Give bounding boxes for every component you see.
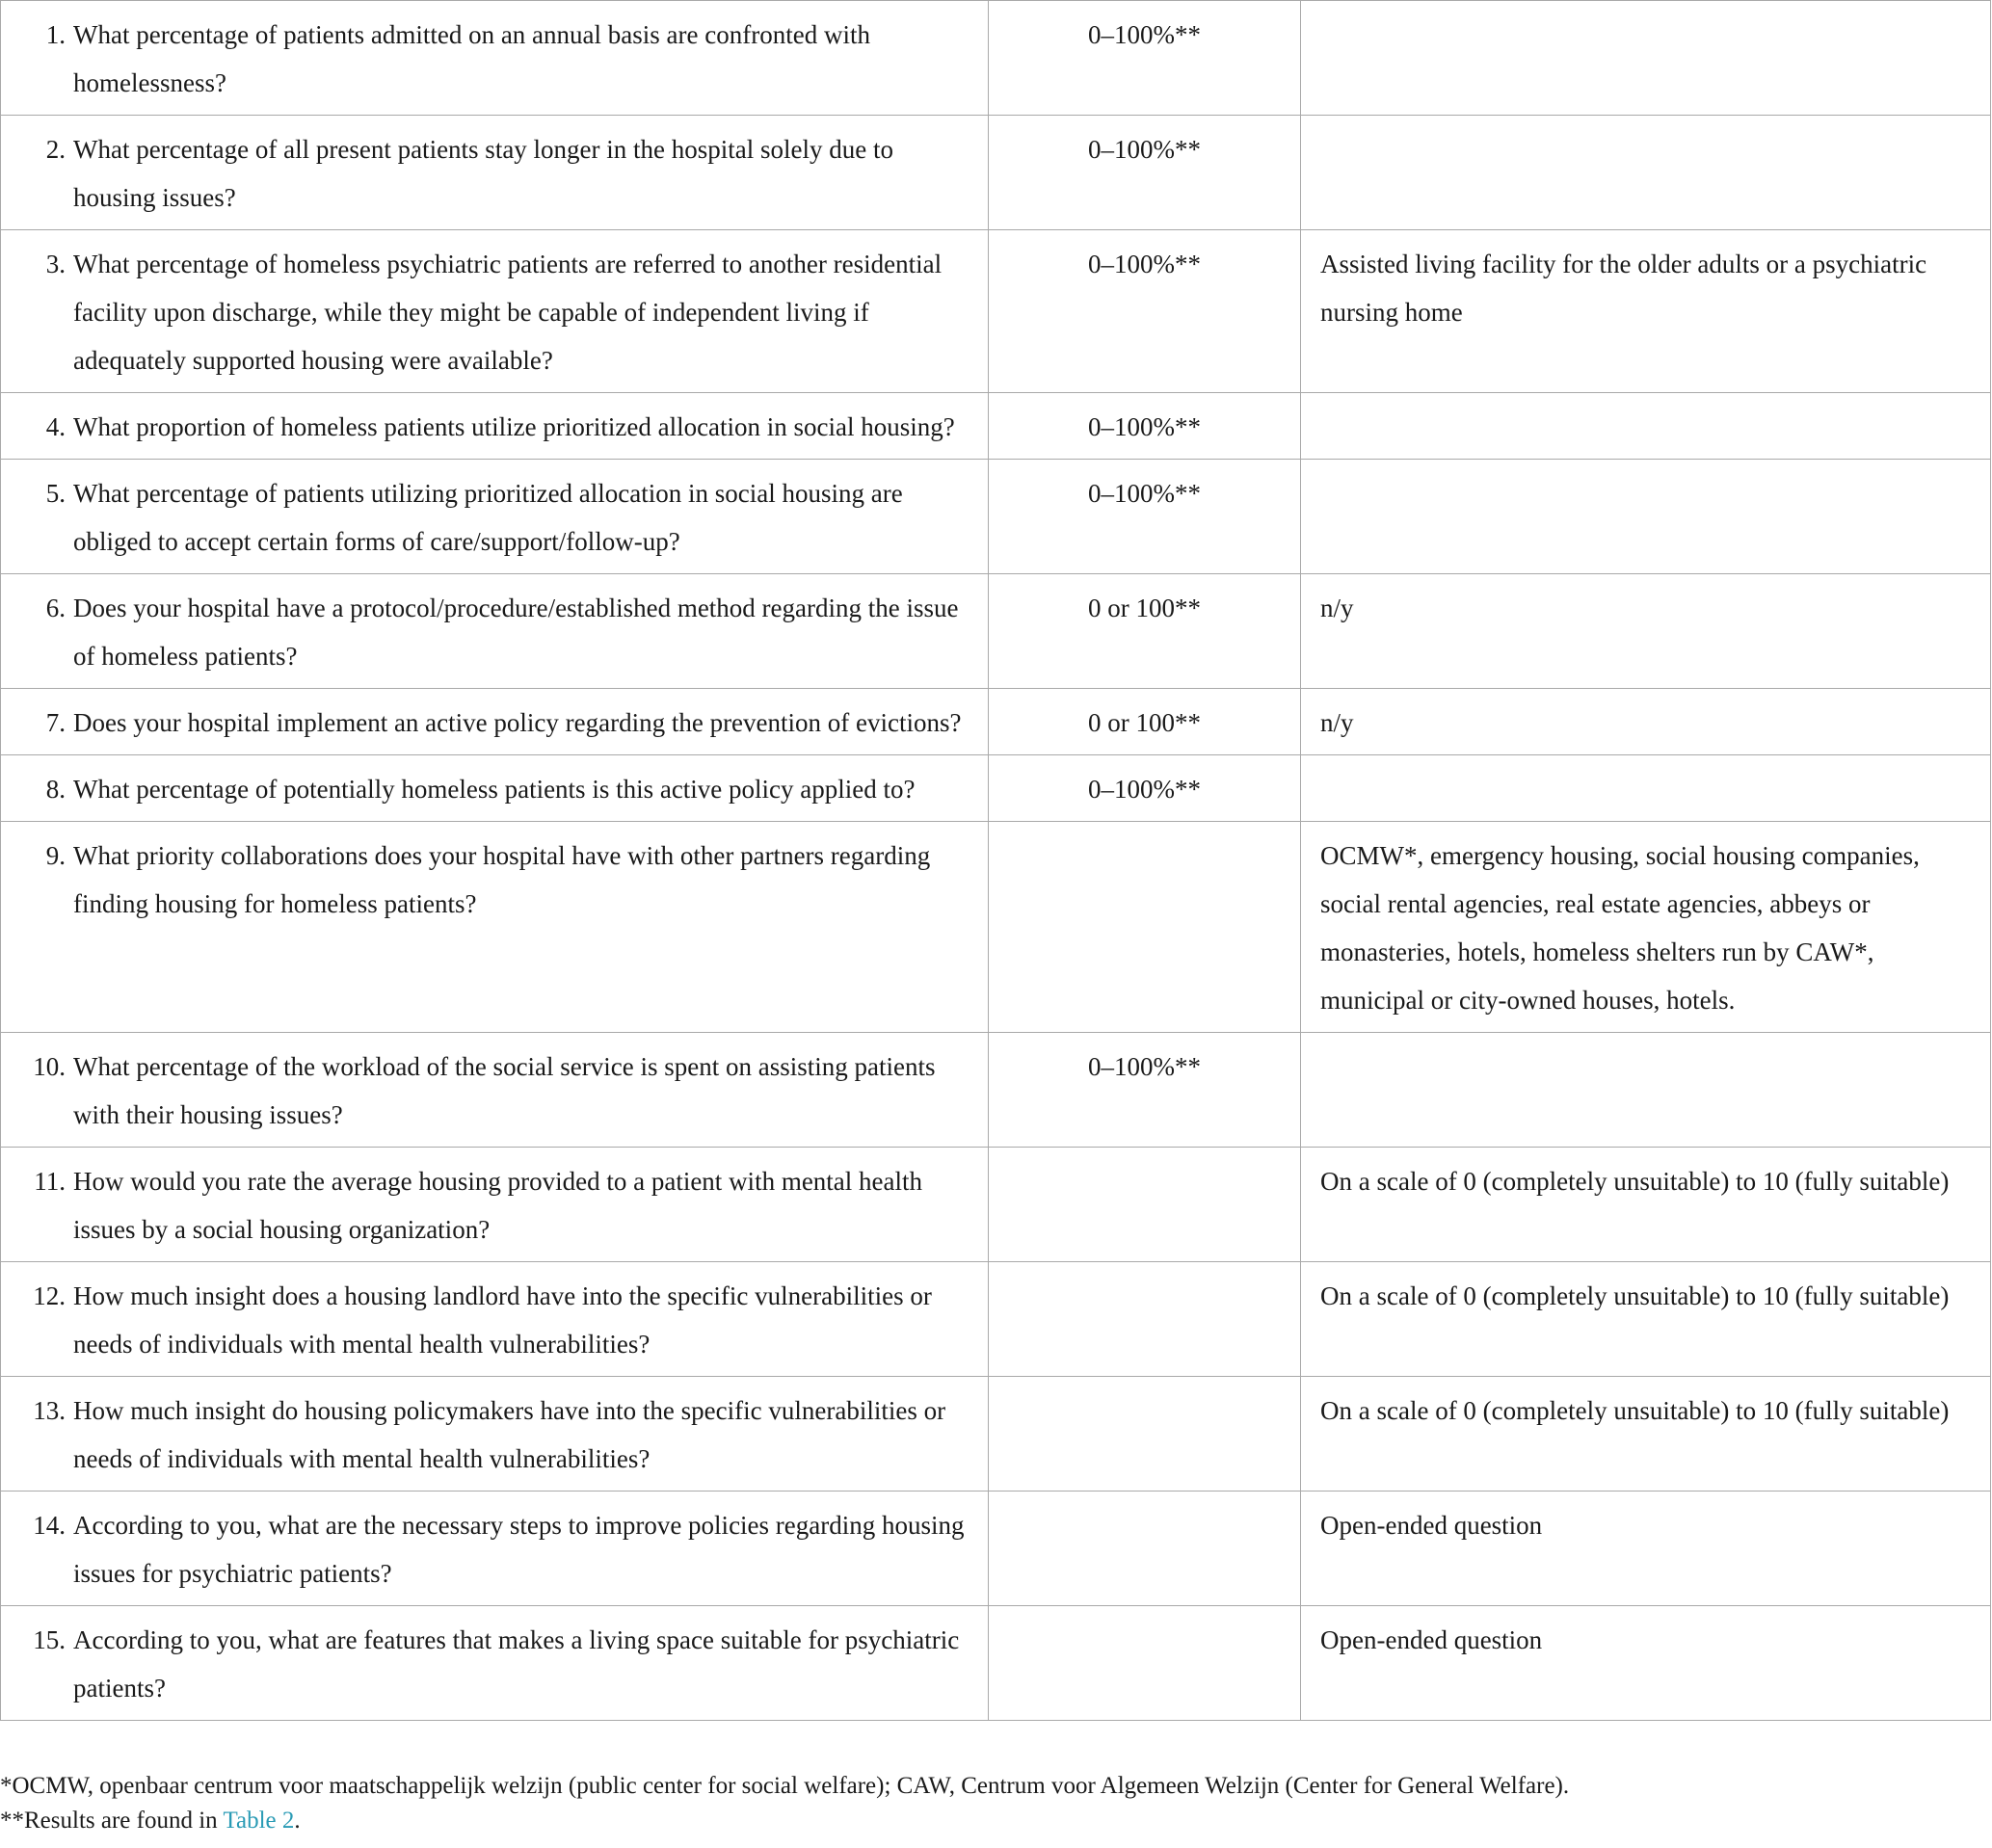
response-note-cell	[1301, 755, 1991, 822]
response-range-cell: 0–100%**	[989, 116, 1301, 230]
response-range-cell	[989, 1492, 1301, 1606]
question-number-gap	[66, 1043, 73, 1139]
question-number: 10.	[33, 1052, 66, 1081]
response-note-cell: OCMW*, emergency housing, social housing companies, social rental agencies, real estate agencies, abbeys or monasteries, hotels, homeless shelters run by CAW*, municipal or city-owned houses, hotels.	[1301, 822, 1991, 1033]
question-cell	[1, 1148, 989, 1262]
question-number-gap	[66, 125, 73, 222]
question-number: 2.	[45, 135, 66, 164]
table-row	[1, 1606, 1991, 1721]
response-range-cell	[989, 1377, 1301, 1492]
table-row	[1, 393, 1991, 460]
question-number-gap	[66, 403, 73, 451]
response-note-cell: n/y	[1301, 574, 1991, 689]
table-row	[1, 755, 1991, 822]
question-number: 13.	[33, 1396, 66, 1425]
question-text: What percentage of patients utilizing prioritized allocation in social housing are obliged to accept certain forms of care/support/follow-up?	[73, 479, 903, 556]
table-2-link[interactable]: Table 2	[223, 1808, 295, 1834]
question-cell	[1, 460, 989, 574]
question-cell	[1, 689, 989, 755]
question-text: Does your hospital have a protocol/procedure/established method regarding the issue of homeless patients?	[73, 594, 959, 671]
response-note-cell	[1301, 393, 1991, 460]
question-text: Does your hospital implement an active policy regarding the prevention of evictions?	[73, 708, 962, 737]
response-note-cell	[1301, 1033, 1991, 1148]
table-row	[1, 1492, 1991, 1606]
question-number-gap	[66, 1616, 73, 1712]
question-number: 12.	[33, 1281, 66, 1310]
question-cell	[1, 1377, 989, 1492]
table-row	[1, 230, 1991, 393]
response-range-cell: 0 or 100**	[989, 689, 1301, 755]
footnote-results	[0, 1804, 1569, 1838]
footnote-abbreviations: *OCMW, openbaar centrum voor maatschappelijk welzijn (public center for social welfare); CAW, Centrum voor Algemeen Welzijn (Center for General Welfare).	[0, 1773, 1570, 1799]
question-number-gap	[66, 832, 73, 928]
question-cell	[1, 393, 989, 460]
question-wrap	[20, 832, 972, 928]
question-wrap	[20, 240, 972, 384]
question-number: 9.	[45, 841, 66, 870]
question-wrap	[20, 584, 972, 680]
question-number-gap	[66, 1157, 73, 1254]
response-range-cell: 0–100%**	[989, 1, 1301, 116]
question-number: 3.	[45, 250, 66, 278]
response-range-cell: 0–100%**	[989, 755, 1301, 822]
question-number: 15.	[33, 1625, 66, 1654]
question-text: What percentage of patients admitted on an annual basis are confronted with homelessness?	[73, 20, 870, 97]
question-cell	[1, 574, 989, 689]
response-range-cell: 0–100%**	[989, 393, 1301, 460]
response-range-cell: 0–100%**	[989, 460, 1301, 574]
question-wrap	[20, 1043, 972, 1139]
question-text: How much insight do housing policymakers have into the specific vulnerabilities or needs of individuals with mental health vulnerabilities?	[73, 1396, 946, 1473]
question-cell	[1, 1, 989, 116]
response-range-cell: 0–100%**	[989, 1033, 1301, 1148]
table-row	[1, 1033, 1991, 1148]
table-footnotes	[0, 1769, 1569, 1838]
question-cell	[1, 755, 989, 822]
response-range-cell	[989, 1262, 1301, 1377]
question-number-gap	[66, 765, 73, 813]
question-number-gap	[66, 699, 73, 747]
question-wrap	[20, 403, 972, 451]
question-wrap	[20, 1157, 972, 1254]
question-number-gap	[66, 1501, 73, 1597]
table-row	[1, 1, 1991, 116]
question-text: What percentage of potentially homeless patients is this active policy applied to?	[73, 775, 916, 804]
question-number-gap	[66, 240, 73, 384]
question-number: 8.	[45, 775, 66, 804]
question-cell	[1, 116, 989, 230]
response-note-cell: Open-ended question	[1301, 1606, 1991, 1721]
question-wrap	[20, 11, 972, 107]
question-number: 6.	[45, 594, 66, 622]
question-number: 7.	[45, 708, 66, 737]
question-text: What proportion of homeless patients utilize prioritized allocation in social housing?	[73, 412, 955, 441]
question-number-gap	[66, 469, 73, 566]
response-range-cell	[989, 1606, 1301, 1721]
question-wrap	[20, 1616, 972, 1712]
question-number: 5.	[45, 479, 66, 508]
question-wrap	[20, 1501, 972, 1597]
response-note-cell	[1301, 116, 1991, 230]
question-text: What percentage of the workload of the social service is spent on assisting patients with their housing issues?	[73, 1052, 936, 1129]
table-row	[1, 1148, 1991, 1262]
question-wrap	[20, 765, 972, 813]
response-note-cell	[1301, 1, 1991, 116]
question-number-gap	[66, 1386, 73, 1483]
response-note-cell: Open-ended question	[1301, 1492, 1991, 1606]
question-cell	[1, 1262, 989, 1377]
question-number: 14.	[33, 1511, 66, 1540]
question-wrap	[20, 699, 972, 747]
table-row	[1, 460, 1991, 574]
response-range-cell: 0–100%**	[989, 230, 1301, 393]
response-range-cell	[989, 1148, 1301, 1262]
response-range-cell: 0 or 100**	[989, 574, 1301, 689]
survey-table-body	[1, 1, 1991, 1721]
question-cell	[1, 822, 989, 1033]
question-number: 1.	[45, 20, 66, 49]
question-text: According to you, what are the necessary steps to improve policies regarding housing issues for psychiatric patients?	[73, 1511, 965, 1588]
response-note-cell: On a scale of 0 (completely unsuitable) to 10 (fully suitable)	[1301, 1262, 1991, 1377]
response-note-cell: Assisted living facility for the older adults or a psychiatric nursing home	[1301, 230, 1991, 393]
footnote-results-suffix: .	[294, 1808, 301, 1834]
question-text: What priority collaborations does your hospital have with other partners regarding finding housing for homeless patients?	[73, 841, 931, 918]
question-wrap	[20, 1272, 972, 1368]
table-row	[1, 822, 1991, 1033]
question-cell	[1, 1492, 989, 1606]
response-range-cell	[989, 822, 1301, 1033]
table-row	[1, 1377, 1991, 1492]
question-wrap	[20, 1386, 972, 1483]
table-row	[1, 116, 1991, 230]
question-text: What percentage of all present patients stay longer in the hospital solely due to housing issues?	[73, 135, 893, 212]
question-number-gap	[66, 11, 73, 107]
question-text: According to you, what are features that makes a living space suitable for psychiatric patients?	[73, 1625, 960, 1703]
question-number-gap	[66, 584, 73, 680]
question-number-gap	[66, 1272, 73, 1368]
question-wrap	[20, 125, 972, 222]
response-note-cell: On a scale of 0 (completely unsuitable) to 10 (fully suitable)	[1301, 1148, 1991, 1262]
response-note-cell	[1301, 460, 1991, 574]
table-row	[1, 574, 1991, 689]
question-number: 11.	[34, 1167, 66, 1196]
question-wrap	[20, 469, 972, 566]
question-cell	[1, 1606, 989, 1721]
table-row	[1, 1262, 1991, 1377]
table-row	[1, 689, 1991, 755]
question-cell	[1, 1033, 989, 1148]
question-text: What percentage of homeless psychiatric patients are referred to another residential facility upon discharge, while they might be capable of independent living if adequately supported housing were available?	[73, 250, 943, 375]
question-cell	[1, 230, 989, 393]
question-text: How would you rate the average housing provided to a patient with mental health issues by a social housing organization?	[73, 1167, 923, 1244]
response-note-cell: On a scale of 0 (completely unsuitable) to 10 (fully suitable)	[1301, 1377, 1991, 1492]
footnote-results-prefix: **Results are found in	[0, 1808, 224, 1834]
question-text: How much insight does a housing landlord have into the specific vulnerabilities or needs of individuals with mental health vulnerabilities?	[73, 1281, 932, 1359]
question-number: 4.	[45, 412, 66, 441]
response-note-cell: n/y	[1301, 689, 1991, 755]
